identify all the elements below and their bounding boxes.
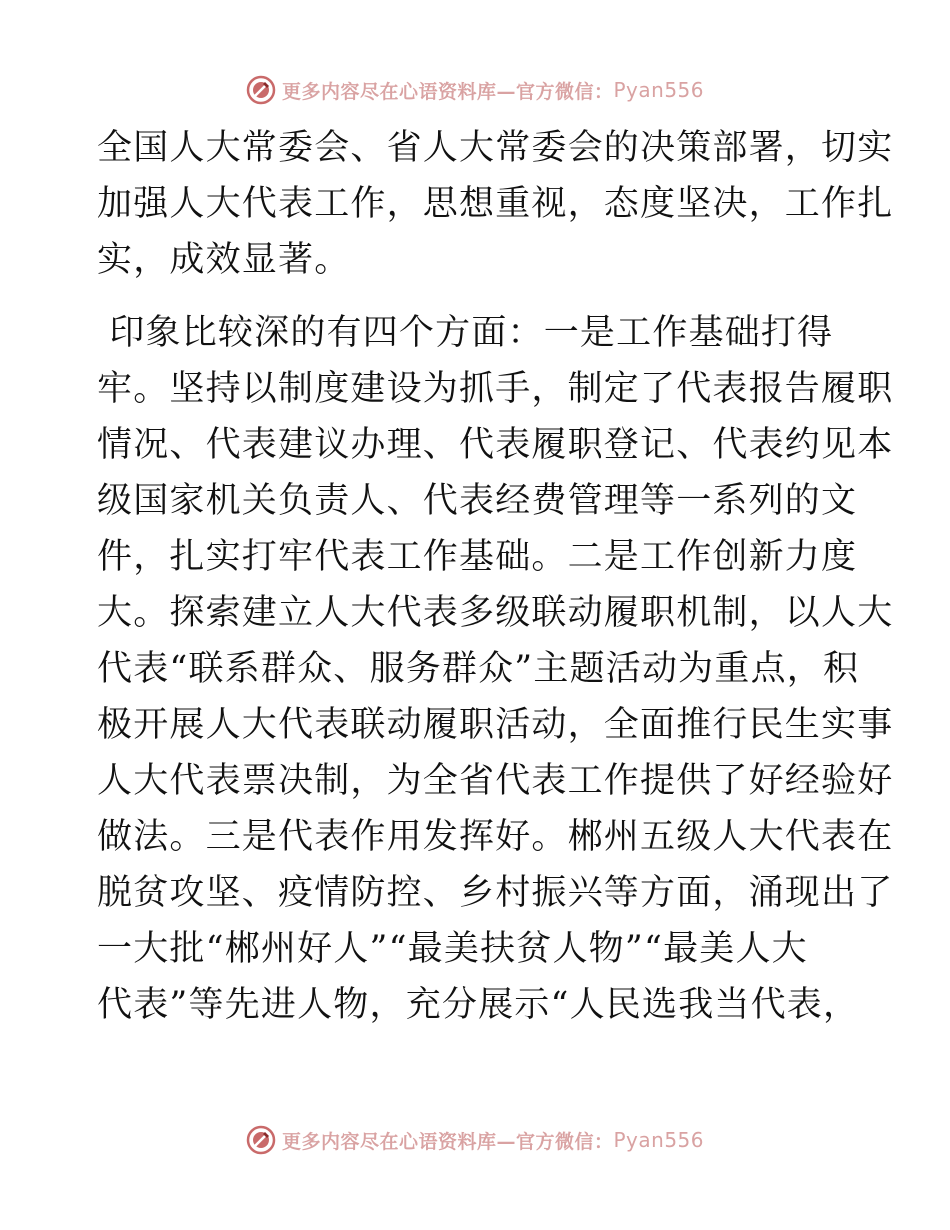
text-line: 代表“联系群众、服务群众”主题活动为重点，积	[97, 649, 860, 689]
text-line: 牢。坚持以制度建设为抓手，制定了代表报告履职	[97, 369, 894, 409]
text-line: 极开展人大代表联动履职活动，全面推行民生实事	[97, 705, 894, 745]
watermark-text: 更多内容尽在心语资料库—官方微信：	[281, 1130, 614, 1153]
text-line: 代表”等先进人物，充分展示“人民选我当代表，	[97, 985, 860, 1025]
text-line: 印象比较深的有四个方面：一是工作基础打得	[97, 313, 834, 353]
brand-logo-icon	[246, 1125, 276, 1155]
text-line: 件，扎实打牢代表工作基础。二是工作创新力度	[97, 537, 858, 577]
header-watermark	[0, 70, 950, 110]
watermark-text: 更多内容尽在心语资料库—官方微信：	[281, 80, 614, 103]
paragraph-1	[97, 120, 894, 288]
text-line: 情况、代表建议办理、代表履职登记、代表约见本	[97, 425, 894, 465]
watermark-wechat-id: Pyan556	[613, 78, 705, 102]
text-line: 实，成效显著。	[97, 240, 351, 280]
watermark-wechat-id: Pyan556	[613, 1128, 705, 1152]
brand-logo-icon	[246, 75, 276, 105]
text-line: 人大代表票决制，为全省代表工作提供了好经验好	[97, 761, 894, 801]
document-body	[97, 120, 894, 1033]
text-line: 一大批“郴州好人”“最美扶贫人物”“最美人大	[97, 929, 808, 969]
footer-watermark	[0, 1120, 950, 1160]
text-line: 脱贫攻坚、疫情防控、乡村振兴等方面，涌现出了	[97, 873, 894, 913]
text-line: 大。探索建立人大代表多级联动履职机制，以人大	[97, 593, 894, 633]
text-line: 做法。三是代表作用发挥好。郴州五级人大代表在	[97, 817, 894, 857]
text-line: 全国人大常委会、省人大常委会的决策部署，切实	[97, 128, 894, 168]
text-line: 加强人大代表工作，思想重视，态度坚决，工作扎	[97, 184, 894, 224]
paragraph-2	[97, 305, 894, 1033]
text-line: 级国家机关负责人、代表经费管理等一系列的文	[97, 481, 858, 521]
